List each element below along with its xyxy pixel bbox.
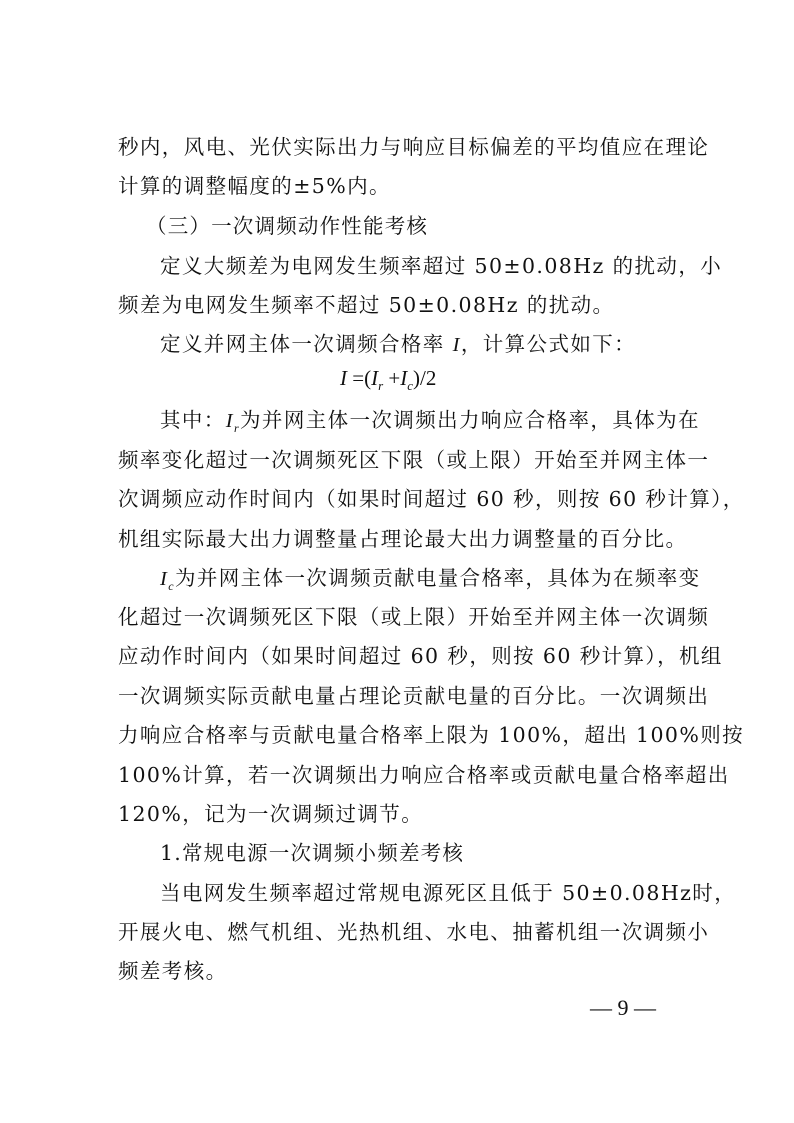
formula-term: I [400,366,408,390]
paragraph-line [160,565,701,593]
paragraph-line: 频差为电网发生频率不超过 50±0.08Hz 的扰动。 [118,293,615,317]
paragraph-line: 一次调频实际贡献电量占理论贡献电量的百分比。一次调频出 [118,684,710,708]
paragraph-line: 机组实际最大出力调整量占理论最大出力调整量的百分比。 [118,527,688,551]
formula-subscript: r [378,378,384,393]
paragraph-line: 秒内，风电、光伏实际出力与响应目标偏差的平均值应在理论 [118,135,710,159]
text-run: 为并网主体一次调频贡献电量合格率，具体为在频率变 [174,566,701,590]
subsection-heading: 1.常规电源一次调频小频差考核 [160,841,465,865]
formula-eq: =( [347,366,372,390]
symbol-letter: I [225,410,234,432]
text-run: 定义并网主体一次调频合格率 [160,332,453,356]
paragraph-line: 开展火电、燃气机组、光热机组、水电、抽蓄机组一次调频小 [118,920,710,944]
formula-subscript: c [407,378,414,393]
section-heading: （三）一次调频动作性能考核 [146,214,429,238]
paragraph-line: 化超过一次调频死区下限（或上限）开始至并网主体一次调频 [118,605,710,629]
formula-tail: )/2 [413,366,437,390]
math-symbol: I [452,334,461,356]
math-symbol [225,410,241,435]
text-run: ，计算公式如下： [460,332,637,356]
paragraph-line: 计算的调整幅度的±5%内。 [118,174,391,198]
paragraph-line: 当电网发生频率超过常规电源死区且低于 50±0.08Hz时， [160,881,737,905]
formula [340,365,436,391]
symbol-letter: I [160,568,169,590]
symbol-subscript: r [233,421,241,435]
paragraph-line: 频差考核。 [118,959,228,983]
paragraph-line: 次调频应动作时间内（如果时间超过 60 秒，则按 60 秒计算）， [118,487,745,511]
page-number: — 9 — [590,995,656,1020]
paragraph-line: 频率变化超过一次调频死区下限（或上限）开始至并网主体一 [118,448,710,472]
symbol-subscript: c [168,579,175,593]
paragraph-line: 120%，记为一次调频过调节。 [118,802,424,826]
text-run: 为并网主体一次调频出力响应合格率，具体为在 [240,408,700,432]
paragraph-line: 力响应合格率与贡献电量合格率上限为 100%，超出 100%则按 [118,723,745,747]
paragraph-line: 应动作时间内（如果时间超过 60 秒，则按 60 秒计算），机组 [118,644,723,668]
paragraph-line [160,407,700,435]
formula-plus: + [383,366,401,390]
math-symbol [160,568,175,593]
formula-term: I [371,366,379,390]
paragraph-line [160,331,688,358]
paragraph-line: 100%计算，若一次调频出力响应合格率或贡献电量合格率超出 [118,763,730,787]
formula-lhs: I [340,366,347,390]
paragraph-line: 定义大频差为电网发生频率超过 50±0.08Hz 的扰动，小 [160,254,723,278]
text-run: 其中： [160,408,226,432]
